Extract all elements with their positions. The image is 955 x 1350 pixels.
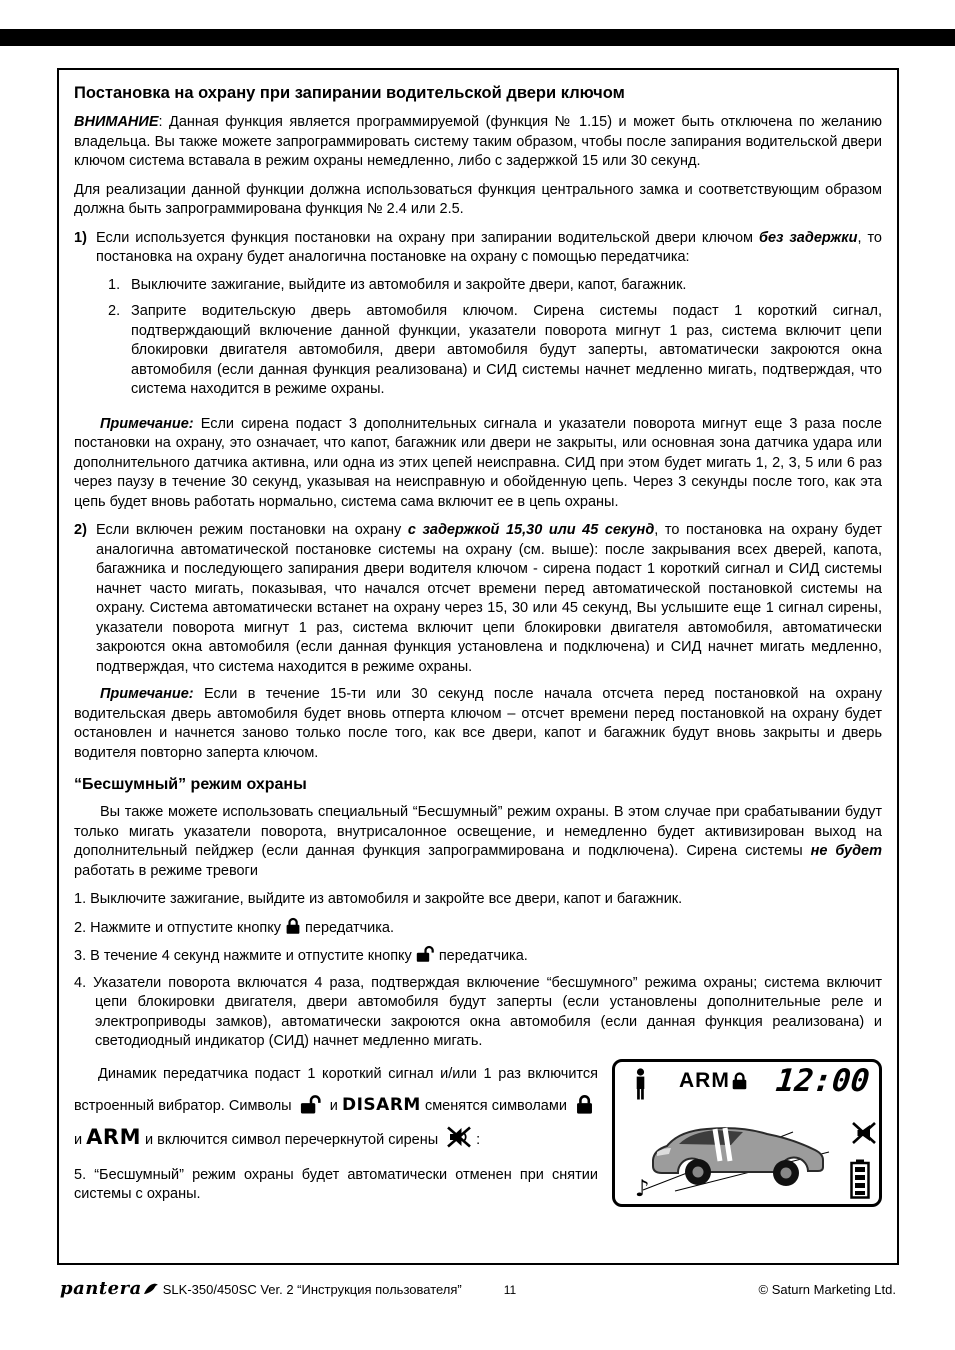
lcd-clock: 12:00	[773, 1062, 871, 1099]
speaker-text-4: и	[74, 1131, 83, 1148]
attention-lead: ВНИМАНИЕ	[74, 114, 159, 130]
item-2-body	[96, 521, 882, 677]
numbered-item-2	[74, 521, 882, 677]
note-1-text: Если сирена подаст 3 дополнительных сигнала и указатели поворота мигнут еще 3 раза после постановки на охрану, это означает, что капот, багажник или двери не закрыты, или основная зона датчика удара или дополнительного датчика активна, или одна из этих цепей неисправна. СИД при этом будет мигать 1, 2, 3, 5 или 6 раз через паузу в течение 30 секунд, указывая на неисправную и обойденную цепь. Через 3 секунды после того, как эта цепь будет вновь работать нормально, система сама включит ее в цепь охраны.	[74, 415, 882, 510]
silent-intro-pre: Вы также можете использовать специальный “Бесшумный” режим охраны. В этом случае при срабатывании будут только мигать указатели поворота, внутрисалонное освещение, и немедленно будет активизирован выход на дополнительный пейджер (если данная функция запрограммирована и подключена). Сирена системы	[74, 804, 882, 859]
silent-step-1: 1. Выключите зажигание, выйдите из автомобиля и закройте все двери, капот и багажник.	[74, 891, 683, 907]
battery-icon	[850, 1159, 870, 1199]
footer-page-number: 11	[503, 1283, 517, 1297]
silent-step-2	[74, 917, 882, 939]
silent-mode-intro	[74, 803, 882, 881]
bottom-left-column	[74, 1059, 612, 1205]
substep-2-number: 2.	[108, 303, 121, 319]
item-2-text-pre: Если включен режим постановки на охрану	[96, 522, 408, 538]
lock-open-icon	[300, 1094, 322, 1115]
car-illustration	[641, 1102, 833, 1192]
page-footer	[60, 1278, 896, 1299]
speaker-text-2: и	[329, 1097, 338, 1114]
item-2-text	[96, 521, 882, 677]
attention-paragraph	[74, 113, 882, 172]
numbered-item-1	[74, 229, 882, 407]
item-1-emphasis: без задержки	[759, 229, 858, 246]
note-2	[74, 685, 882, 763]
bottom-section	[74, 1059, 882, 1207]
substep-1	[108, 276, 882, 296]
substep-1-text: Выключите зажигание, выйдите из автомобиля и закройте двери, капот, багажник.	[131, 276, 687, 293]
lcd-display	[612, 1059, 882, 1207]
substep-1-number: 1.	[108, 276, 121, 293]
footer-copyright: © Saturn Marketing Ltd.	[758, 1282, 896, 1297]
silent-intro-post: работать в режиме тревоги	[74, 862, 258, 879]
lcd-arm-text: ARM	[679, 1068, 730, 1092]
content-frame	[57, 68, 899, 1265]
disarm-word: DISARM	[341, 1094, 421, 1115]
panther-icon	[143, 1282, 159, 1296]
music-note-icon: ♪	[635, 1175, 650, 1202]
speaker-text-5: и включится символ перечеркнутой сирены	[145, 1131, 439, 1148]
silent-step-3	[74, 945, 882, 967]
lock-closed-icon	[575, 1094, 594, 1115]
speaker-text-1: Динамик передатчика подаст 1 короткий сигнал и/или 1 раз включится встроенный вибратор. Символы	[74, 1065, 598, 1114]
silent-step-2-pre: 2. Нажмите и отпустите кнопку	[74, 919, 282, 936]
item-1-body	[96, 229, 882, 407]
item-2-emphasis: с задержкой 15,30 или 45 секунд	[407, 522, 655, 538]
person-icon	[633, 1068, 648, 1101]
silent-intro-emphasis: не будет	[810, 843, 883, 859]
lock-open-icon	[416, 945, 435, 963]
attention-text: : Данная функция является программируемой (функция № 1.15) и может быть отключена по желанию владельца. Вы также можете запрограммировать систему таким образом, чтобы после запирания водительской двери ключом система вставала в режим охраны немедленно, либо с задержкой 15 или 30 секунд.	[74, 114, 882, 169]
substep-2	[108, 302, 882, 400]
lock-closed-icon	[285, 917, 301, 935]
silent-step-3-post: передатчика.	[438, 948, 528, 964]
note-1	[74, 415, 882, 513]
silent-step-4: 4. Указатели поворота включатся 4 раза, подтверждая включение “бесшумного” режима охраны; система включит цепи блокировки двигателя, двери автомобиля будут заперты (если установлены дополнительные реле и электроприводы замков), автоматически закроются окна автомобиля (если данная функция реализована) и светодиодный индикатор (СИД) начнет медленно мигать.	[74, 974, 882, 1049]
lcd-crossed-siren-icon	[849, 1120, 877, 1146]
page-title: Постановка на охрану при запирании водительской двери ключом	[74, 84, 625, 102]
note-1-lead: Примечание:	[100, 415, 194, 432]
lcd-lock-icon	[731, 1071, 748, 1091]
crossed-siren-icon	[446, 1125, 472, 1149]
silent-step-3-pre: 3. В течение 4 секунд нажмите и отпустите кнопку	[74, 948, 412, 964]
item-1-number: 1)	[74, 229, 87, 246]
note-2-lead: Примечание:	[100, 686, 194, 702]
arm-word: ARM	[86, 1124, 141, 1149]
central-lock-paragraph: Для реализации данной функции должна использоваться функция центрального замка и соответствующим образом должна быть запрограммирована функция № 2.4 или 2.5.	[74, 181, 882, 217]
silent-step-2-post: передатчика.	[305, 919, 395, 936]
pantera-logo: pantera	[60, 1278, 142, 1299]
speaker-text-6: :	[476, 1131, 481, 1148]
speaker-text-3: сменятся символами	[424, 1097, 567, 1114]
item-1-text-post: , то постановка на охрану будет аналогична постановке на охрану с помощью передатчика:	[96, 229, 882, 265]
item-2-text-post: , то постановка на охрану будет аналогична автоматической постановке системы на охрану (см. выше): после закрывания всех дверей, капота, багажника и последующего запирания двери водителя ключом - сирена подаст 1 короткий сигнал и СИД системы начнет часто мигать, показывая, что начался отсчет времени перед автоматической постановкой системы на охрану. Система автоматически встанет на охрану через 15, 30 или 45 секунд, Вы услышите еще 1 сигнал сирены, указатели поворота мигнут 1 раз, система включит цепи блокировки двигателя автомобиля, автоматически закроются окна автомобиля (если данная функция установлена и подключена) и СИД начнет мигать медленно, подтверждая, что система находится в режиме охраны.	[96, 522, 882, 675]
item-1-text-pre: Если используется функция постановки на охрану при запирании водительской двери ключом	[96, 229, 759, 246]
scan-artifact-bar	[0, 29, 955, 46]
item-2-number: 2)	[74, 522, 87, 538]
note-2-text: Если в течение 15-ти или 30 секунд после начала отсчета перед постановкой на охрану водительская дверь автомобиля будет вновь отперта ключом – отсчет времени перед постановкой на охрану будет остановлен и начнется заново только после того, как все двери, капот и багажник будут вновь закрыты и дверь водителя повторно заперта ключом.	[74, 686, 882, 761]
speaker-paragraph	[74, 1059, 598, 1156]
footer-model-text: SLK-350/450SC Ver. 2 “Инструкция пользователя”	[162, 1282, 462, 1297]
silent-mode-heading: “Бесшумный” режим охраны	[74, 776, 307, 793]
substep-2-text: Заприте водительскую дверь автомобиля ключом. Сирена системы подаст 1 короткий сигнал, подтверждающий включение данной функции, указатели поворота мигнут 1 раз, система включит цепи блокировки двигателя автомобиля, двери автомобиля будут заперты, автоматически закроются окна автомобиля (если данная функция реализована) и СИД системы начнет медленно мигать, подтверждая, что система находится в режиме охраны.	[131, 303, 882, 397]
item-1-text	[96, 229, 882, 268]
item-1-substeps	[96, 276, 882, 400]
silent-step-5: 5. “Бесшумный” режим охраны будет автоматически отменен при снятии системы с охраны.	[74, 1166, 598, 1202]
